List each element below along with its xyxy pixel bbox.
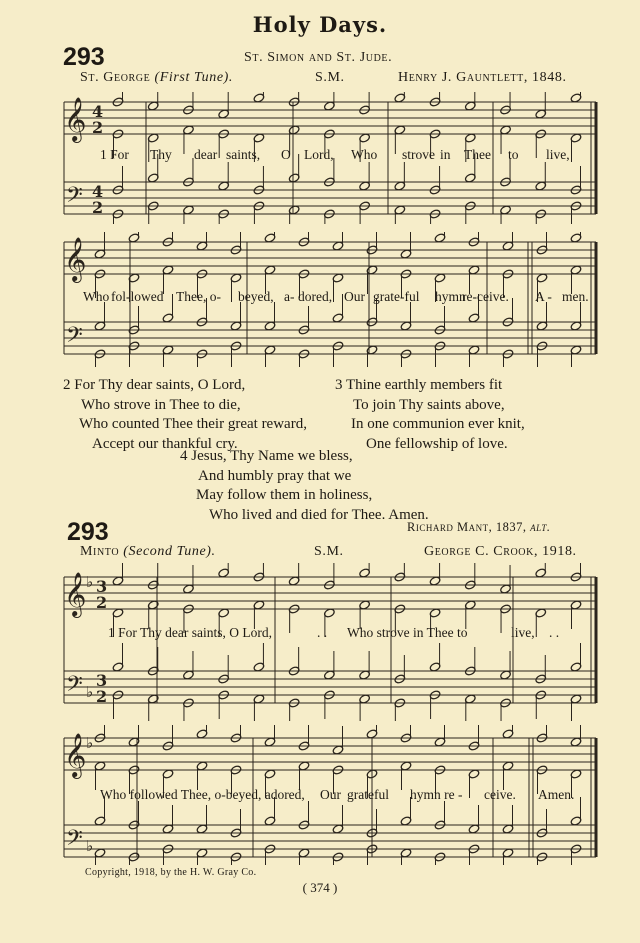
section-title: Holy Days. — [252, 12, 388, 37]
lyric-word: 1 For — [100, 147, 129, 162]
tune-label: (First Tune). — [154, 70, 234, 85]
tune-name: St. George — [80, 70, 151, 85]
lyric-word: Thee, o- — [176, 289, 221, 304]
treble-clef-icon: 𝄞 — [64, 733, 87, 777]
meter: S.M. — [315, 70, 345, 85]
lyric-line — [0, 289, 640, 307]
lyric-word: O — [281, 147, 291, 162]
lyric-word: saints, — [226, 147, 261, 162]
time-signature: 2 — [92, 118, 104, 137]
lyric-word: a- — [284, 289, 295, 304]
lyric-word: Who strove in Thee to — [347, 625, 468, 640]
tune-heading — [80, 544, 216, 560]
bass-clef-icon: 𝄢 — [66, 826, 83, 856]
stanza-line: 4 Jesus, Thy Name we bless, — [180, 448, 353, 464]
flat-icon: ♭ — [86, 837, 94, 855]
lyric-word: Our — [320, 787, 341, 802]
tune-label: (Second Tune). — [123, 544, 216, 559]
lyric-word: Who — [351, 147, 378, 162]
lyric-line — [0, 147, 640, 165]
lyric-word: dored, — [298, 289, 333, 304]
lyric-word: grate-ful — [373, 289, 420, 304]
lyric-word: Amen. — [538, 787, 575, 802]
stanza-line: Who counted Thee their great reward, — [79, 416, 307, 432]
hymn-occasion: St. Simon and St. Jude. — [244, 50, 393, 65]
author-credit — [407, 520, 551, 535]
flat-icon: ♭ — [86, 734, 94, 752]
time-signature: 4 — [92, 102, 104, 121]
lyric-word: Thee — [464, 147, 491, 162]
flat-icon: ♭ — [86, 573, 94, 591]
composer: Henry J. Gauntlett, 1848. — [398, 70, 567, 85]
lyric-word: Our — [344, 289, 365, 304]
lyric-word: Who — [83, 289, 110, 304]
treble-clef-icon: 𝄞 — [64, 572, 87, 616]
tune-name: Minto — [80, 544, 120, 559]
author-alt: alt. — [530, 520, 551, 534]
stanza-line: To join Thy saints above, — [353, 396, 505, 413]
treble-clef-icon: 𝄞 — [64, 237, 87, 281]
lyric-word: dear — [194, 147, 218, 162]
lyric-word: . . — [549, 625, 560, 640]
stanza-line: And humbly pray that we — [198, 467, 352, 484]
hymn-number: 293 — [63, 43, 105, 71]
stanza-3 — [335, 376, 525, 454]
lyric-word: fol-lowed — [111, 289, 164, 304]
tune-heading — [80, 70, 233, 86]
lyric-word: 1 For Thy dear saints, O Lord, — [108, 625, 272, 640]
stanza-line: Who lived and died for Thee. Amen. — [209, 506, 429, 523]
lyric-word: Thy — [150, 147, 172, 162]
stanza-line: In one communion ever knit, — [351, 416, 525, 432]
lyric-word: live, — [511, 625, 535, 640]
lyric-word: hymn — [435, 289, 466, 304]
lyric-word: beyed, — [238, 289, 274, 304]
copyright-notice: Copyright, 1918, by the H. W. Gray Co. — [85, 867, 257, 878]
lyric-word: live, — [546, 147, 570, 162]
bass-clef-icon: 𝄢 — [66, 323, 83, 353]
time-signature: 4 — [92, 182, 104, 201]
lyric-word: Who followed Thee, o-beyed, adored, — [100, 787, 305, 802]
lyric-word: re-ceive. — [462, 289, 509, 304]
lyric-word: in — [440, 147, 451, 162]
stanza-line: 3 Thine earthly members fit — [335, 377, 503, 393]
flat-icon: ♭ — [86, 683, 94, 701]
time-signature: 2 — [92, 198, 104, 217]
stanza-line: 2 For Thy dear saints, O Lord, — [63, 377, 246, 393]
lyric-word: ceive. — [484, 787, 516, 802]
lyric-word: hymn re - — [410, 787, 463, 802]
treble-clef-icon: 𝄞 — [64, 97, 87, 141]
lyric-word: men. — [562, 289, 589, 304]
stanza-line: Accept our thankful cry. — [92, 435, 238, 452]
hymn-number: 293 — [67, 518, 109, 546]
stanza-line: Who strove in Thee to die, — [81, 396, 241, 413]
time-signature: 3 — [96, 671, 108, 690]
time-signature: 2 — [96, 687, 108, 706]
stanza-2 — [63, 376, 307, 454]
bass-clef-icon: 𝄢 — [66, 183, 83, 213]
lyric-word: to — [508, 147, 519, 162]
time-signature: 2 — [96, 593, 108, 612]
bass-clef-icon: 𝄢 — [66, 672, 83, 702]
lyric-word: grateful — [347, 787, 389, 802]
stanza-line: One fellowship of love. — [366, 435, 508, 452]
lyric-word: . . — [317, 625, 328, 640]
lyric-line — [0, 787, 640, 805]
lyric-line — [0, 625, 640, 643]
lyric-word: strove — [402, 147, 435, 162]
composer: George C. Crook, 1918. — [424, 544, 577, 559]
meter: S.M. — [314, 544, 344, 559]
stanza-4 — [180, 447, 429, 525]
author-name: Richard Mant, 1837, — [407, 520, 527, 534]
stanza-line: May follow them in holiness, — [196, 487, 373, 503]
lyric-word: A - — [535, 289, 552, 304]
time-signature: 3 — [96, 577, 108, 596]
page-number: ( 374 ) — [302, 880, 338, 895]
lyric-word: Lord, — [304, 147, 334, 162]
